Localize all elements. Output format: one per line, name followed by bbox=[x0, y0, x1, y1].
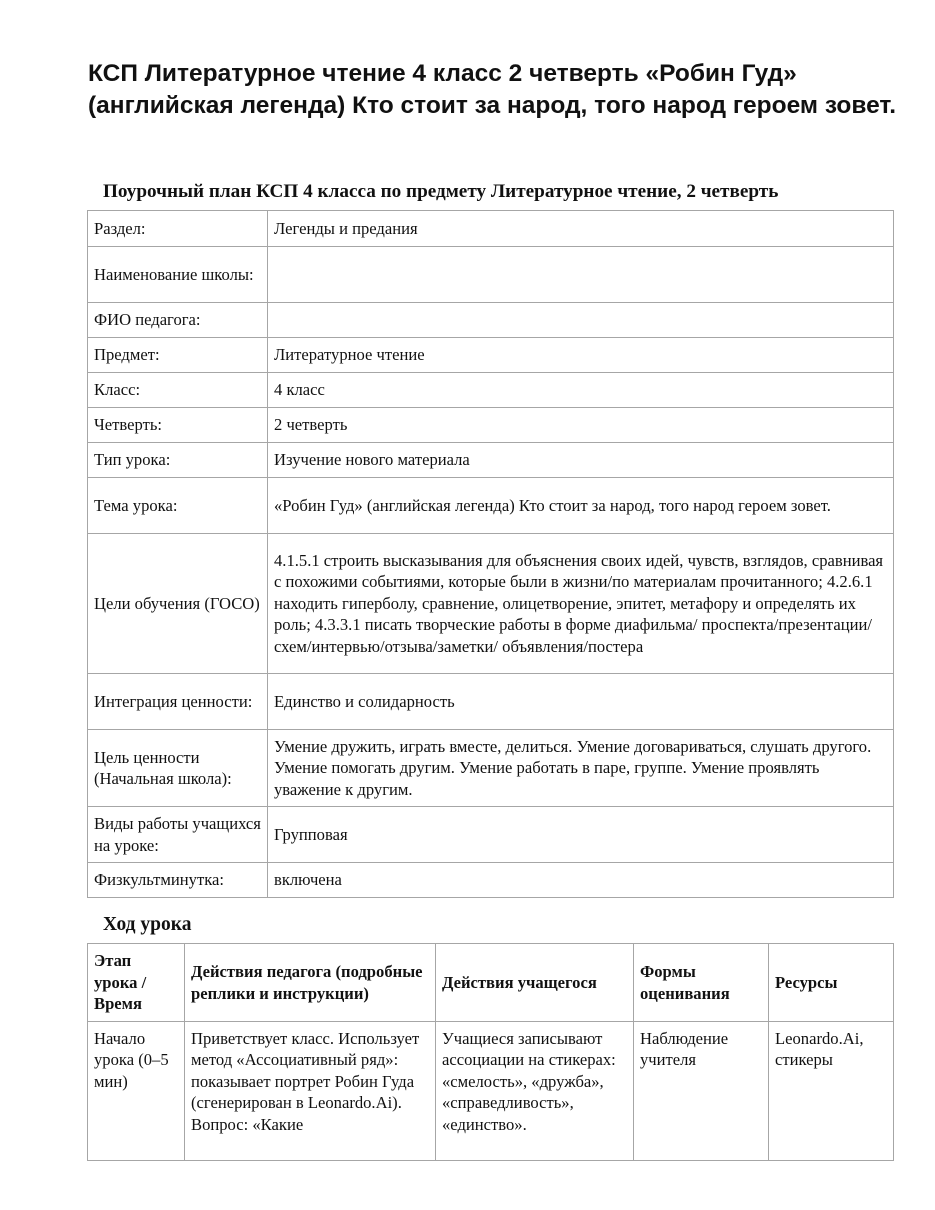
lesson-flow-table bbox=[87, 943, 894, 1161]
info-label: Раздел: bbox=[88, 211, 268, 247]
info-label: Класс: bbox=[88, 373, 268, 408]
lesson-teacher-cell: Приветствует класс. Использует метод «Ассоциативный ряд»: показывает портрет Робин Гуда (сгенерирован в Leonardo.Ai). Вопрос: «Какие bbox=[185, 1022, 436, 1161]
info-row-lesson-type bbox=[88, 443, 894, 478]
info-label: Предмет: bbox=[88, 338, 268, 373]
info-value: Литературное чтение bbox=[268, 338, 894, 373]
header-resources: Ресурсы bbox=[769, 944, 894, 1022]
info-value: Групповая bbox=[268, 807, 894, 863]
info-row-school bbox=[88, 247, 894, 303]
info-value: 4 класс bbox=[268, 373, 894, 408]
info-row-value-integration bbox=[88, 674, 894, 730]
info-row-topic bbox=[88, 478, 894, 534]
plan-subtitle: Поурочный план КСП 4 класса по предмету Литературное чтение, 2 четверть bbox=[103, 181, 779, 202]
info-row-section bbox=[88, 211, 894, 247]
info-value: 2 четверть bbox=[268, 408, 894, 443]
lesson-row bbox=[88, 1022, 894, 1161]
info-label: Виды работы учащихся на уроке: bbox=[88, 807, 268, 863]
info-value: «Робин Гуд» (английская легенда) Кто стоит за народ, того народ героем зовет. bbox=[268, 478, 894, 534]
info-value bbox=[268, 303, 894, 338]
header-teacher-actions: Действия педагога (подробные реплики и инструкции) bbox=[185, 944, 436, 1022]
info-label: Цели обучения (ГОСО) bbox=[88, 534, 268, 674]
lesson-stage-cell: Начало урока (0–5 мин) bbox=[88, 1022, 185, 1161]
document-title: КСП Литературное чтение 4 класс 2 четверть «Робин Гуд» (английская легенда) Кто стоит за народ, того народ героем зовет. bbox=[88, 60, 897, 119]
lesson-student-cell: Учащиеся записывают ассоциации на стикерах: «смелость», «дружба», «справедливость», «единство». bbox=[436, 1022, 634, 1161]
info-value: Легенды и предания bbox=[268, 211, 894, 247]
info-row-objectives bbox=[88, 534, 894, 674]
lesson-header-row bbox=[88, 944, 894, 1022]
info-label: Цель ценности (Начальная школа): bbox=[88, 730, 268, 807]
lesson-info-table bbox=[87, 210, 894, 898]
header-student-actions: Действия учащегося bbox=[436, 944, 634, 1022]
info-value: Умение дружить, играть вместе, делиться. Умение договариваться, слушать другого. Умение помогать другим. Умение работать в паре, группе. Умение проявлять уважение к другим. bbox=[268, 730, 894, 807]
info-value: 4.1.5.1 строить высказывания для объяснения своих идей, чувств, взглядов, сравнивая с похожими событиями, которые были в жизни/по материалам прочитанного; 4.2.6.1 находить гиперболу, сравнение, олицетворение, эпитет, метафору и определять их роль; 4.3.3.1 писать творческие работы в форме диафильма/ проспекта/презентации/схем/интервью/отзыва/заметки/ объявления/постера bbox=[268, 534, 894, 674]
info-row-subject bbox=[88, 338, 894, 373]
info-label: Тема урока: bbox=[88, 478, 268, 534]
info-row-teacher bbox=[88, 303, 894, 338]
info-row-value-goal bbox=[88, 730, 894, 807]
info-label: Наименование школы: bbox=[88, 247, 268, 303]
info-row-work-types bbox=[88, 807, 894, 863]
info-label: ФИО педагога: bbox=[88, 303, 268, 338]
info-label: Интеграция ценности: bbox=[88, 674, 268, 730]
info-row-quarter bbox=[88, 408, 894, 443]
info-label: Четверть: bbox=[88, 408, 268, 443]
info-value bbox=[268, 247, 894, 303]
info-row-physical-break bbox=[88, 863, 894, 898]
header-stage: Этап урока / Время bbox=[88, 944, 185, 1022]
header-assessment: Формы оценивания bbox=[634, 944, 769, 1022]
lesson-assessment-cell: Наблюдение учителя bbox=[634, 1022, 769, 1161]
info-value: Единство и солидарность bbox=[268, 674, 894, 730]
info-value: Изучение нового материала bbox=[268, 443, 894, 478]
info-label: Физкультминутка: bbox=[88, 863, 268, 898]
lesson-resources-cell: Leonardo.Ai, стикеры bbox=[769, 1022, 894, 1161]
info-label: Тип урока: bbox=[88, 443, 268, 478]
info-row-grade bbox=[88, 373, 894, 408]
lesson-flow-title: Ход урока bbox=[103, 914, 192, 935]
info-value: включена bbox=[268, 863, 894, 898]
